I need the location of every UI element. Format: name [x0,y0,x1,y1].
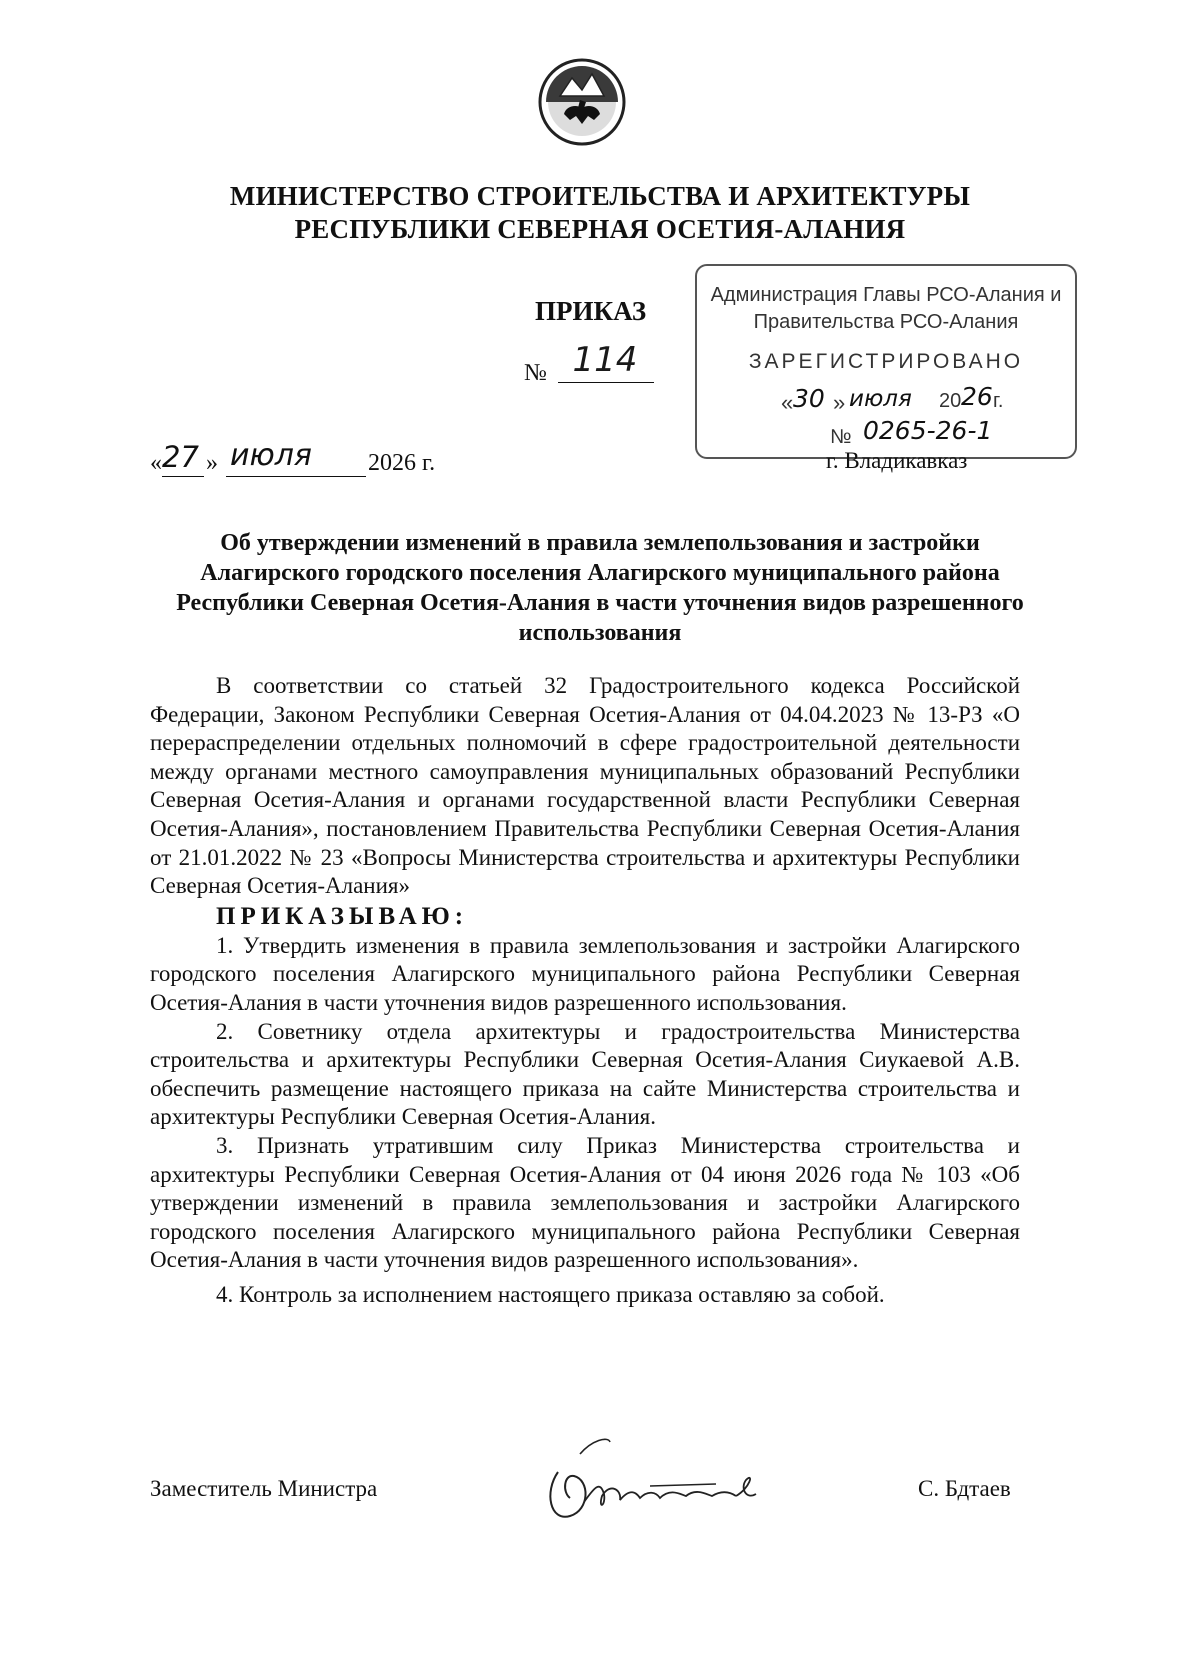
signer-name: С. Бдтаев [918,1476,1011,1501]
order-item-1: 1. Утвердить изменения в правила землепользования и застройки Алагирского городского поселения Алагирского муниципального района Республики Северная Осетия-Алания в части уточнения видов разрешенного использования. [150,932,1020,1015]
order-title: ПРИКАЗ [535,296,647,326]
order-city: г. Владикавказ [826,448,968,473]
order-item-3: 3. Признать утратившим силу Приказ Министерства строительства и архитектуры Республики Северная Осетия-Алания от 04 июня 2026 года № 103 «Об утверждении изменений в правила землепользования и застройки Алагирского городского поселения Алагирского муниципального района Республики Северная Осетия-Алания в части уточнения видов разрешенного использования». [150,1132,1020,1273]
order-directive-word: ПРИКАЗЫВАЮ: [216,902,469,930]
stamp-year-prefix: 20 [939,390,962,412]
date-quote-open: « [150,450,162,476]
stamp-org-line2: Правительства РСО-Алания [753,311,1019,333]
stamp-date-quote-close: » [833,390,846,415]
order-item-2: 2. Советнику отдела архитектуры и градостроительства Министерства строительства и архитектуры Республики Северная Осетия-Алания Сиукаевой А.В. обеспечить размещение настоящего приказа на сайте Министерства строительства и архитектуры Республики Северная Осетия-Алания. [150,1018,1020,1130]
stamp-registered-label: ЗАРЕГИСТРИРОВАНО [748,350,1024,373]
date-month-handwritten: июля [230,438,312,473]
stamp-date-month: июля [849,386,912,412]
order-number-underline [558,382,654,383]
ministry-header [0,180,1200,246]
stamp-organization [697,282,1075,336]
stamp-date-day: 30 [793,384,825,413]
order-subject: Об утверждении изменений в правила землепользования и застройки Алагирского городского поселения Алагирского муниципального района Республики Северная Осетия-Алания в части уточнения видов разрешенного использования [176,530,1024,646]
date-day-handwritten: 27 [162,440,199,474]
order-body [150,672,1020,1309]
handwritten-signature-icon [540,1432,780,1532]
stamp-year-suffix: 26 [961,382,993,411]
date-month-underline [226,476,366,477]
preamble-paragraph: В соответствии со статьей 32 Градостроительного кодекса Российской Федерации, Законом Республики Северная Осетия-Алания от 04.04.2023 № 13-РЗ «О перераспределении отдельных полномочий в сфере градостроительной деятельности между органами местного самоуправления муниципальных образований Республики Северная Осетия-Алания и органами государственной власти Республики Северная Осетия-Алания», постановлением Правительства Республики Северная Осетия-Алания от 21.01.2022 № 23 «Вопросы Министерства строительства и архитектуры Республики Северная Осетия-Алания» [150,673,1020,899]
order-number-label: № [524,360,547,386]
stamp-number-label: № [830,426,852,448]
stamp-org-line1: Администрация Главы РСО-Алания и [710,284,1062,306]
signer-role: Заместитель Министра [150,1476,378,1501]
order-item-4: 4. Контроль за исполнением настоящего приказа оставляю за собой. [216,1281,885,1307]
stamp-number: 0265-26-1 [863,416,993,445]
stamp-date-quote-open: « [781,390,794,415]
order-number-handwritten: 114 [572,340,638,380]
registration-stamp [695,264,1077,459]
ministry-title-line2: РЕСПУБЛИКИ СЕВЕРНАЯ ОСЕТИЯ-АЛАНИЯ [294,214,906,244]
coat-of-arms-icon [536,56,628,148]
date-day-underline [162,476,204,477]
stamp-year-g: г. [993,390,1004,412]
ministry-title-line1: МИНИСТЕРСТВО СТРОИТЕЛЬСТВА И АРХИТЕКТУРЫ [229,181,971,211]
date-year: 2026 г. [368,450,436,476]
date-quote-close: » [206,450,218,476]
